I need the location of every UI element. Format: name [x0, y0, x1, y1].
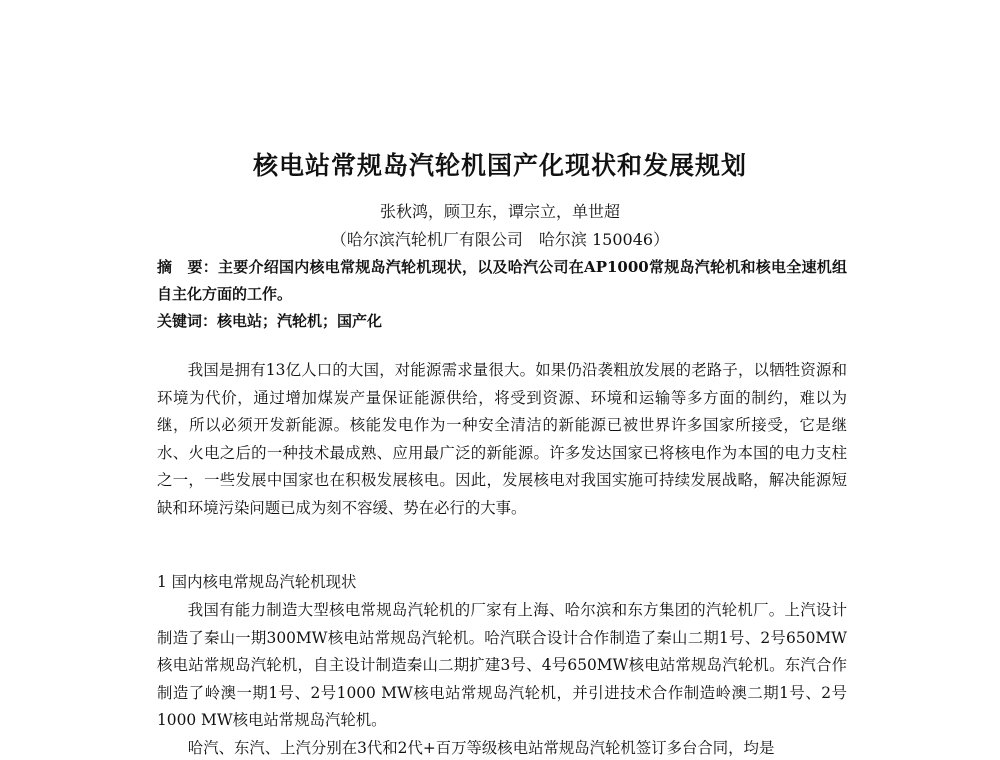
keywords-text: 核电站；汽轮机；国产化	[217, 312, 383, 330]
section-heading: 1 国内核电常规岛汽轮机现状	[157, 573, 357, 591]
keywords-label: 关键词：	[157, 312, 218, 330]
intro-paragraph: 我国是拥有13亿人口的大国，对能源需求量很大。如果仍沿袭粗放发展的老路子，以牺牲资源和环境为代价，通过增加煤炭产量保证能源供给，将受到资源、环境和运输等多方面的制约，难以为继，所以必须开发新能源。核能发电作为一种安全清洁的新能源已被世界许多国家所接受，它是继水、火电之后的一种技术最成熟、应用最广泛的新能源。许多发达国家已将核电作为本国的电力支柱之一，一些发展中国家也在积极发展核电。因此，发展核电对我国实施可持续发展战略，解决能源短缺和环境污染问题已成为刻不容缓、势在必行的大事。	[157, 361, 847, 517]
author-list: 张秋鸿，顾卫东，谭宗立，单世超	[379, 202, 620, 221]
paper-title: 核电站常规岛汽轮机国产化现状和发展规划	[252, 151, 747, 180]
keywords	[157, 308, 847, 335]
abstract	[157, 254, 847, 308]
abstract-text: 主要介绍国内核电常规岛汽轮机现状，以及哈汽公司在AP1000常规岛汽轮机和核电全速机组自主化方面的工作。	[157, 258, 847, 303]
affiliation: （哈尔滨汽轮机厂有限公司 哈尔滨 150046）	[330, 230, 670, 249]
abstract-label: 摘 要：	[157, 258, 219, 276]
section-paragraph-continued: 哈汽、东汽、上汽分别在3代和2代+百万等级核电站常规岛汽轮机签订多台合同，均是	[187, 739, 775, 757]
section-paragraph: 我国有能力制造大型核电常规岛汽轮机的厂家有上海、哈尔滨和东方集团的汽轮机厂。上汽设计制造了秦山一期300MW核电站常规岛汽轮机。哈汽联合设计合作制造了秦山二期1号、2号650MW核电站常规岛汽轮机，自主设计制造秦山二期扩建3号、4号650MW核电站常规岛汽轮机。东汽合作制造了岭澳一期1号、2号1000 MW核电站常规岛汽轮机，并引进技术合作制造岭澳二期1号、2号1000 MW核电站常规岛汽轮机。	[157, 601, 847, 729]
